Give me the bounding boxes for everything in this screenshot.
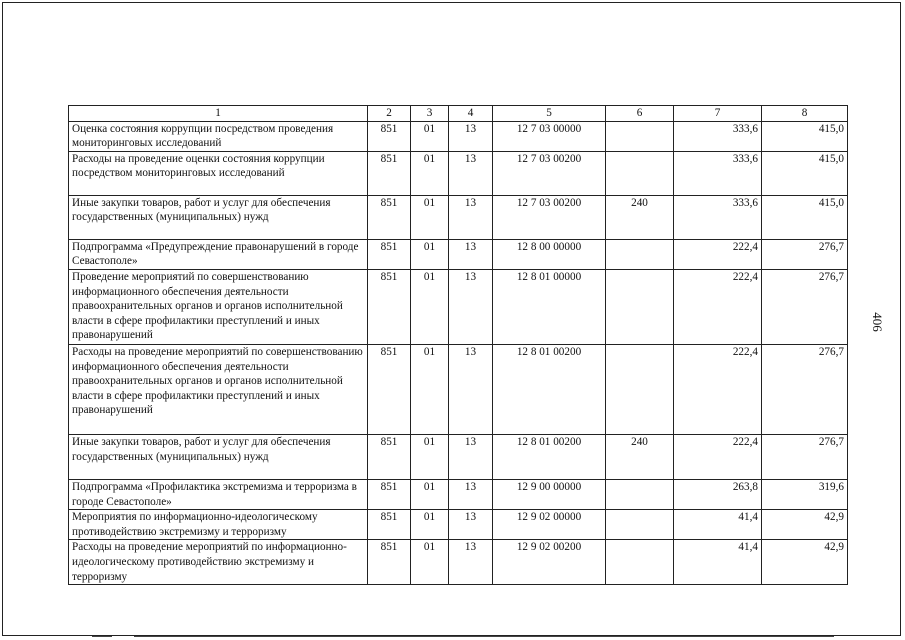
row-subsection: 13 [449, 121, 493, 151]
row-subsection: 13 [449, 434, 493, 479]
row-subsection: 13 [449, 510, 493, 540]
header-cell: 6 [606, 106, 674, 122]
row-ved: 851 [368, 195, 411, 239]
row-section: 01 [411, 540, 449, 585]
row-ved: 851 [368, 239, 411, 269]
row-amount-1: 333,6 [674, 151, 762, 195]
row-amount-2: 42,9 [762, 510, 848, 540]
row-subsection: 13 [449, 151, 493, 195]
table-row [69, 239, 848, 269]
row-name: Подпрограмма «Профилактика экстремизма и терроризма в городе Севастополе» [69, 479, 368, 509]
row-ved: 851 [368, 151, 411, 195]
table-row [69, 269, 848, 344]
row-section: 01 [411, 195, 449, 239]
row-section: 01 [411, 269, 449, 344]
row-section: 01 [411, 239, 449, 269]
header-cell: 1 [69, 106, 368, 122]
row-target: 12 8 00 00000 [493, 239, 606, 269]
table-header-row [69, 106, 848, 122]
header-cell: 5 [493, 106, 606, 122]
row-section: 01 [411, 344, 449, 434]
budget-table [68, 105, 848, 585]
row-subsection: 13 [449, 479, 493, 509]
row-name: Расходы на проведение оценки состояния коррупции посредством мониторинговых исследований [69, 151, 368, 195]
row-name: Мероприятия по информационно-идеологическому противодействию экстремизму и терроризму [69, 510, 368, 540]
row-section: 01 [411, 479, 449, 509]
row-name: Подпрограмма «Предупреждение правонарушений в городе Севастополе» [69, 239, 368, 269]
row-expense-type [606, 479, 674, 509]
row-name: Расходы на проведение мероприятий по информационно-идеологическому противодействию экстремизму и терроризму [69, 540, 368, 585]
row-ved: 851 [368, 510, 411, 540]
page-number: 406 [870, 312, 885, 332]
row-target: 12 7 03 00000 [493, 121, 606, 151]
row-amount-1: 222,4 [674, 269, 762, 344]
row-subsection: 13 [449, 195, 493, 239]
row-section: 01 [411, 121, 449, 151]
row-amount-1: 333,6 [674, 121, 762, 151]
row-name: Проведение мероприятий по совершенствованию информационного обеспечения деятельности правоохранительных органов и органов исполнительной власти в сфере профилактики преступлений и иных правонарушений [69, 269, 368, 344]
row-expense-type [606, 510, 674, 540]
row-target: 12 9 02 00000 [493, 510, 606, 540]
row-ved: 851 [368, 434, 411, 479]
row-amount-1: 222,4 [674, 434, 762, 479]
scan-edge-line [92, 636, 112, 637]
table-row [69, 344, 848, 434]
row-target: 12 8 01 00200 [493, 344, 606, 434]
row-ved: 851 [368, 479, 411, 509]
row-name: Оценка состояния коррупции посредством проведения мониторинговых исследований [69, 121, 368, 151]
row-expense-type [606, 239, 674, 269]
table-row [69, 510, 848, 540]
row-subsection: 13 [449, 269, 493, 344]
header-cell: 2 [368, 106, 411, 122]
table-row [69, 540, 848, 585]
row-amount-1: 333,6 [674, 195, 762, 239]
row-amount-2: 276,7 [762, 269, 848, 344]
row-amount-1: 222,4 [674, 239, 762, 269]
row-ved: 851 [368, 121, 411, 151]
row-expense-type [606, 540, 674, 585]
row-subsection: 13 [449, 239, 493, 269]
row-amount-2: 415,0 [762, 195, 848, 239]
row-ved: 851 [368, 344, 411, 434]
header-cell: 3 [411, 106, 449, 122]
row-target: 12 7 03 00200 [493, 195, 606, 239]
row-target: 12 9 02 00200 [493, 540, 606, 585]
row-ved: 851 [368, 269, 411, 344]
row-section: 01 [411, 434, 449, 479]
row-name: Иные закупки товаров, работ и услуг для обеспечения государственных (муниципальных) нужд [69, 195, 368, 239]
row-expense-type [606, 269, 674, 344]
row-target: 12 7 03 00200 [493, 151, 606, 195]
table-row [69, 195, 848, 239]
table-row [69, 121, 848, 151]
row-amount-1: 222,4 [674, 344, 762, 434]
scan-edge-line [134, 636, 834, 637]
table-row [69, 479, 848, 509]
row-amount-2: 276,7 [762, 344, 848, 434]
row-amount-2: 276,7 [762, 239, 848, 269]
row-amount-2: 415,0 [762, 121, 848, 151]
row-expense-type: 240 [606, 434, 674, 479]
row-amount-2: 42,9 [762, 540, 848, 585]
row-name: Иные закупки товаров, работ и услуг для обеспечения государственных (муниципальных) нужд [69, 434, 368, 479]
row-target: 12 8 01 00200 [493, 434, 606, 479]
row-subsection: 13 [449, 344, 493, 434]
table-row [69, 151, 848, 195]
row-subsection: 13 [449, 540, 493, 585]
row-amount-2: 319,6 [762, 479, 848, 509]
row-expense-type [606, 121, 674, 151]
row-amount-1: 41,4 [674, 510, 762, 540]
header-cell: 4 [449, 106, 493, 122]
row-expense-type: 240 [606, 195, 674, 239]
row-section: 01 [411, 510, 449, 540]
row-expense-type [606, 344, 674, 434]
header-cell: 8 [762, 106, 848, 122]
row-amount-2: 415,0 [762, 151, 848, 195]
row-amount-1: 263,8 [674, 479, 762, 509]
row-section: 01 [411, 151, 449, 195]
table-row [69, 434, 848, 479]
row-expense-type [606, 151, 674, 195]
row-amount-2: 276,7 [762, 434, 848, 479]
row-ved: 851 [368, 540, 411, 585]
row-name: Расходы на проведение мероприятий по совершенствованию информационного обеспечения деятельности правоохранительных органов и органов исполнительной власти в сфере профилактики преступлений и иных правонарушений [69, 344, 368, 434]
header-cell: 7 [674, 106, 762, 122]
row-target: 12 8 01 00000 [493, 269, 606, 344]
row-target: 12 9 00 00000 [493, 479, 606, 509]
row-amount-1: 41,4 [674, 540, 762, 585]
